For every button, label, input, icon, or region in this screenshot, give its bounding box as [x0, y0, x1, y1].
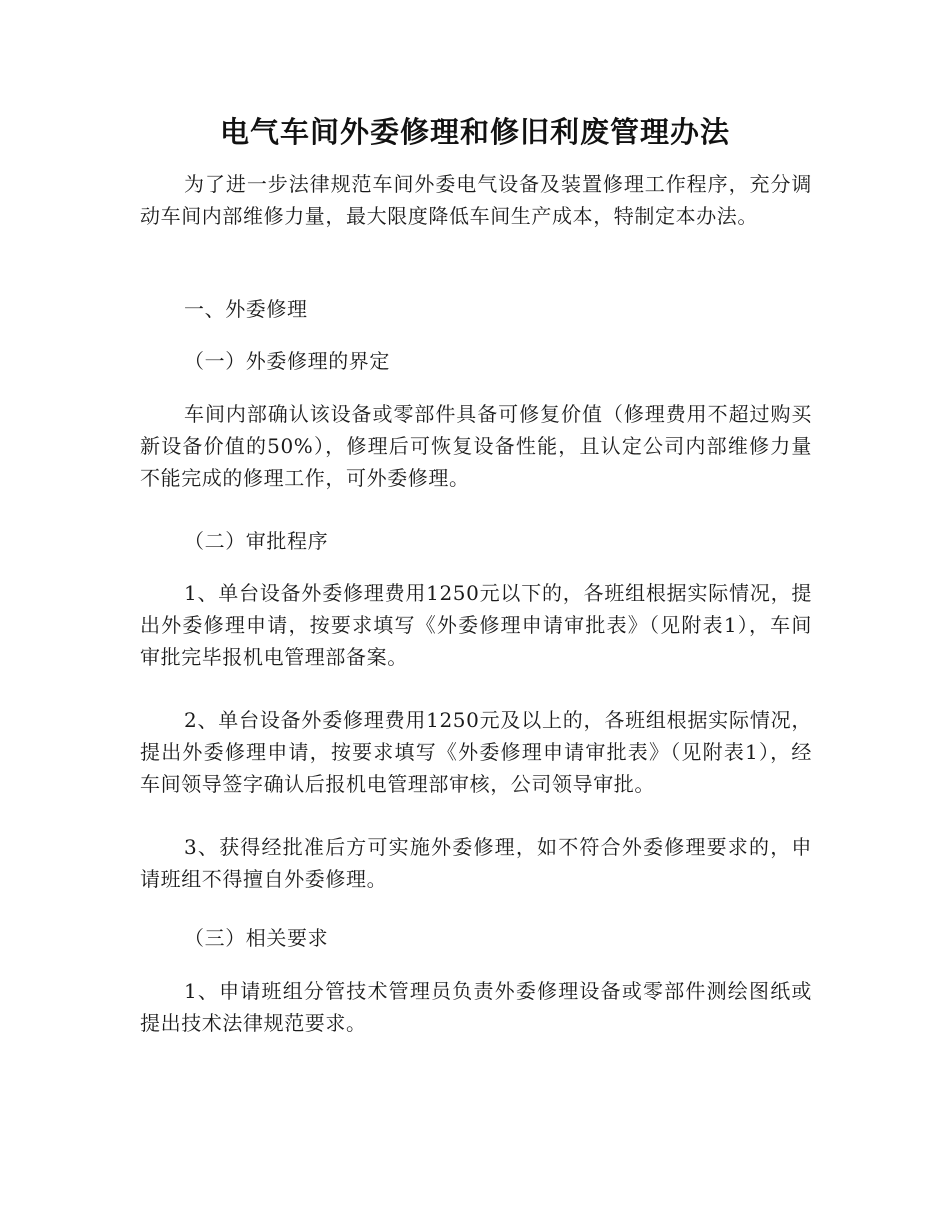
subsection-heading-definition: （一）外委修理的界定: [184, 349, 390, 373]
definition-paragraph: 车间内部确认该设备或零部件具备可修复价值（修理费用不超过购买新设备价值的50%），修理后可恢复设备性能，且认定公司内部维修力量不能完成的修理工作，可外委修理。: [140, 402, 812, 490]
subsection-heading-requirements: （三）相关要求: [184, 926, 329, 950]
approval-item-1: 1、单台设备外委修理费用1250元以下的，各班组根据实际情况，提出外委修理申请，按要求填写《外委修理申请审批表》（见附表1），车间审批完毕报机电管理部备案。: [140, 581, 812, 669]
intro-paragraph: 为了进一步法律规范车间外委电气设备及装置修理工作程序，充分调动车间内部维修力量，最大限度降低车间生产成本，特制定本办法。: [140, 172, 812, 228]
subsection-heading-approval: （二）审批程序: [184, 529, 329, 553]
approval-item-2: 2、单台设备外委修理费用1250元及以上的，各班组根据实际情况，提出外委修理申请，按要求填写《外委修理申请审批表》（见附表1），经车间领导签字确认后报机电管理部审核，公司领导审批。: [140, 708, 812, 796]
document-title: 电气车间外委修理和修旧利废管理办法: [219, 115, 730, 149]
section-heading-outsourced-repair: 一、外委修理: [184, 297, 308, 321]
requirements-item-1: 1、申请班组分管技术管理员负责外委修理设备或零部件测绘图纸或提出技术法律规范要求。: [140, 979, 812, 1035]
approval-item-3: 3、获得经批准后方可实施外委修理，如不符合外委修理要求的，申请班组不得擅自外委修理。: [140, 835, 812, 891]
